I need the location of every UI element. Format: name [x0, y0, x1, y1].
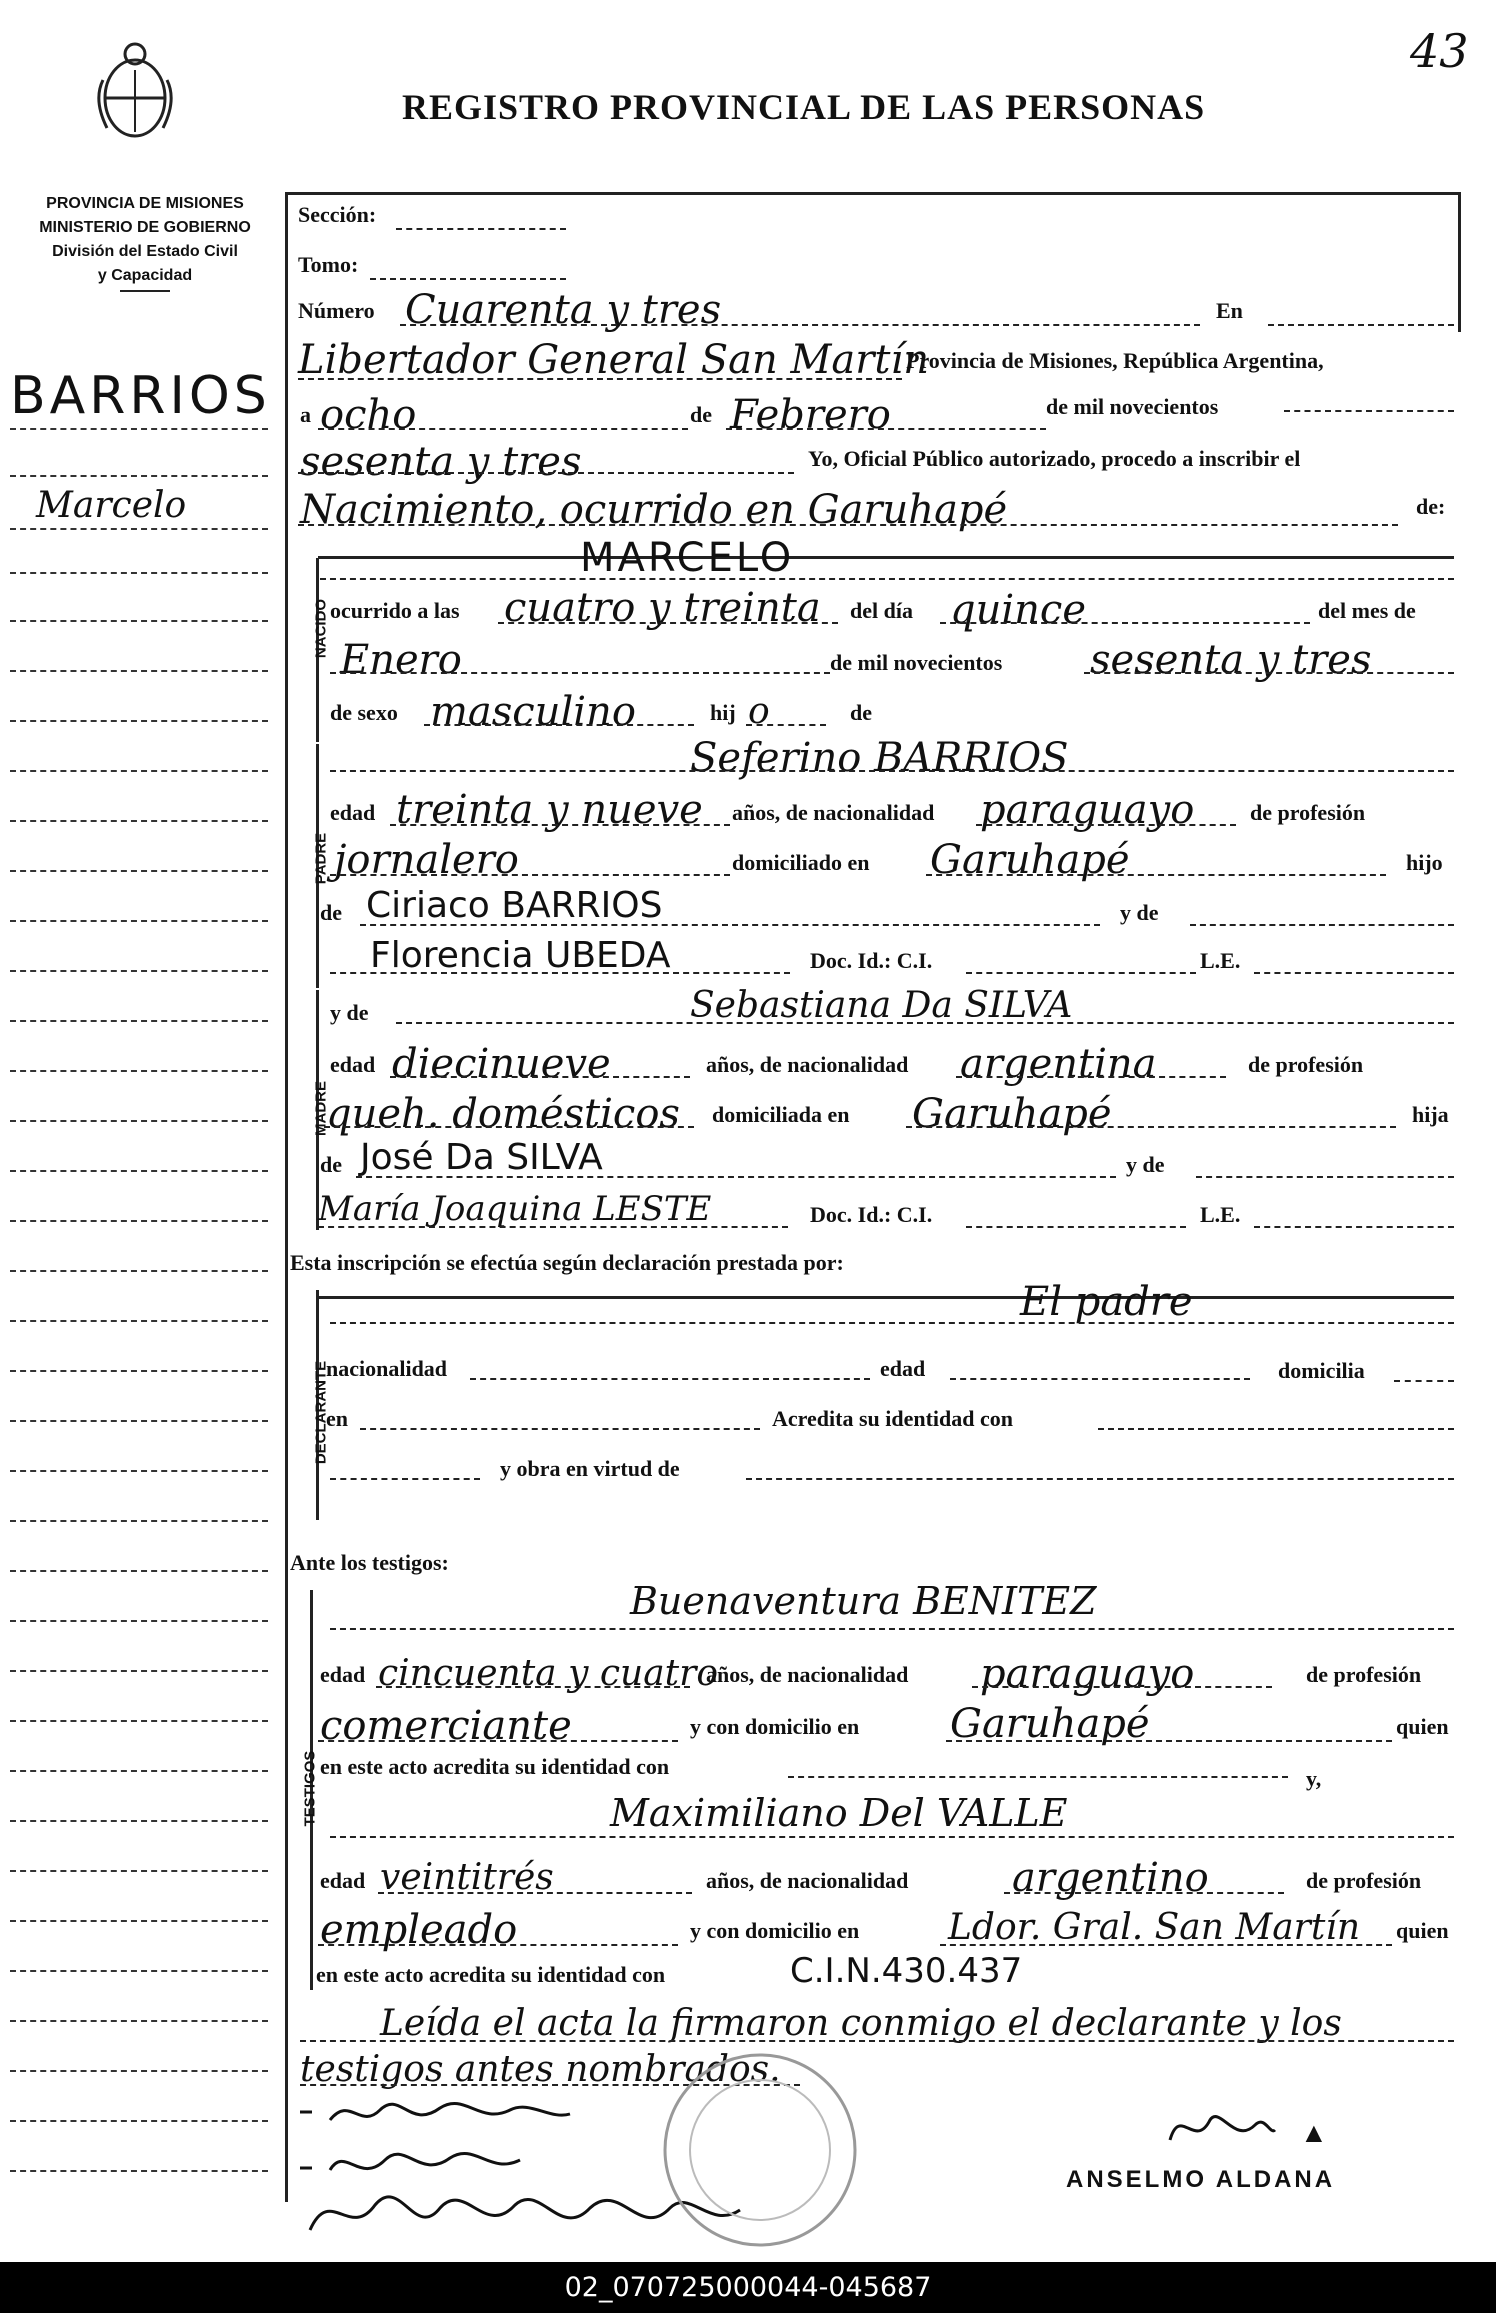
t2-dom-value: Ldor. Gral. San Martín: [948, 1907, 1361, 1948]
doc-label: Doc. Id.: C.I.: [810, 948, 933, 973]
cierre-line2: testigos antes nombrados.: [300, 2049, 781, 2090]
domiciliada-label: domiciliada en: [712, 1102, 850, 1127]
de-mil-label: de mil novecientos: [1046, 394, 1219, 419]
official-signature-icon: [1160, 2100, 1280, 2160]
madre-nombre-value: Sebastiana Da SILVA: [690, 985, 1073, 1026]
abuela-p-value: Florencia UBEDA: [370, 935, 671, 976]
madre-dom-value: Garuhapé: [912, 1091, 1112, 1137]
quien1-label: quien: [1396, 1714, 1449, 1739]
dia-value: ocho: [320, 392, 417, 438]
testigo1-value: Buenaventura BENITEZ: [630, 1579, 1097, 1623]
abuela-m-value: María Joaquina LESTE: [318, 1189, 712, 1229]
numero-value: Cuarenta y tres: [405, 287, 722, 333]
y-coma-label: y,: [1306, 1766, 1322, 1791]
padre-prof-value: jornalero: [334, 837, 519, 883]
side-padre: PADRE: [312, 832, 330, 885]
hijo2-label: hijo: [1406, 850, 1443, 875]
obra-label: y obra en virtud de: [500, 1456, 680, 1481]
t2-prof-value: empleado: [320, 1907, 518, 1953]
seccion-label: Sección:: [298, 202, 377, 227]
side-declarante: DECLARANTE: [312, 1360, 330, 1465]
domicilia-label: domicilia: [1278, 1358, 1365, 1383]
acto-value: Nacimiento, ocurrido en Garuhapé: [300, 487, 1008, 533]
mes-value: Febrero: [730, 392, 891, 438]
side-nacido: NACIDO: [312, 598, 330, 659]
ocurrido-label: ocurrido a las: [330, 598, 460, 623]
t1-nac-label: años, de nacionalidad: [706, 1662, 909, 1687]
numero-label: Número: [298, 298, 375, 323]
anio-nac-value: sesenta y tres: [1090, 637, 1372, 683]
madre-prof-label: de profesión: [1248, 1052, 1364, 1077]
declarante-edad-label: edad: [880, 1356, 926, 1381]
document-id-footer: 02_070725000044-045687: [0, 2262, 1496, 2313]
padre-edad-value: treinta y nueve: [396, 787, 703, 833]
padre-dom-value: Garuhapé: [930, 837, 1130, 883]
a-label: a: [300, 402, 311, 427]
t1-edad-label: edad: [320, 1662, 366, 1687]
padre-prof-label: de profesión: [1250, 800, 1366, 825]
office-line: PROVINCIA DE MISIONES: [46, 195, 244, 212]
t2-prof-label: de profesión: [1306, 1868, 1422, 1893]
office-line: y Capacidad: [97, 267, 193, 284]
madre-prof-value: queh. domésticos: [326, 1091, 680, 1137]
page-title: REGISTRO PROVINCIAL DE LAS PERSONAS: [402, 87, 1206, 127]
de-colon-label: de:: [1416, 494, 1446, 519]
del-dia-label: del día: [850, 598, 913, 623]
quien2-label: quien: [1396, 1918, 1449, 1943]
provincia-label: Provincia de Misiones, República Argentina,: [906, 348, 1324, 373]
en-label: En: [1216, 298, 1243, 323]
nombre-value: MARCELO: [580, 535, 795, 581]
padre-nombre-value: Seferino BARRIOS: [690, 735, 1069, 781]
madre-edad-value: diecinueve: [392, 1041, 611, 1087]
sexo-label: de sexo: [330, 700, 398, 725]
t1-prof-label: de profesión: [1306, 1662, 1422, 1687]
t2-doc-value: C.I.N.430.437: [790, 1951, 1023, 1991]
official-seal-icon: [640, 2040, 880, 2260]
t2-nac-value: argentino: [1012, 1855, 1209, 1901]
madre-nac-value: argentina: [960, 1041, 1157, 1087]
t1-dom-value: Garuhapé: [950, 1701, 1150, 1747]
doc-m-label: Doc. Id.: C.I.: [810, 1202, 933, 1227]
t2-edad-label: edad: [320, 1868, 366, 1893]
de-abuelo-label: de: [320, 900, 342, 925]
madre-edad-label: edad: [330, 1052, 376, 1077]
domiciliado-label: domiciliado en: [732, 850, 870, 875]
acredita-label: Acredita su identidad con: [772, 1406, 1014, 1431]
testigo2-value: Maximiliano Del VALLE: [610, 1791, 1068, 1835]
de2-label: de: [850, 700, 872, 725]
padre-edad-label: edad: [330, 800, 376, 825]
triangle-mark: ▲: [1300, 2118, 1328, 2149]
side-madre: MADRE: [312, 1081, 330, 1136]
office-line: MINISTERIO DE GOBIERNO: [39, 219, 251, 236]
de-mil2-label: de mil novecientos: [830, 650, 1003, 675]
declarante-nac-label: nacionalidad: [326, 1356, 448, 1381]
tomo-label: Tomo:: [298, 252, 359, 277]
del-mes-label: del mes de: [1318, 598, 1416, 623]
side-testigos: TESTIGOS: [301, 1750, 319, 1827]
de-label: de: [690, 402, 712, 427]
t1-dom-label: y con domicilio en: [690, 1714, 860, 1739]
t1-prof-value: comerciante: [320, 1703, 572, 1749]
office-block: [14, 192, 276, 292]
dia-nac-value: quince: [950, 587, 1086, 633]
anio-value: sesenta y tres: [300, 439, 582, 485]
padre-nac-value: paraguayo: [980, 787, 1195, 833]
inscripcion-label: Esta inscripción se efectúa según declaración prestada por:: [290, 1250, 844, 1275]
en2-label: en: [326, 1406, 348, 1431]
t2-nac-label: años, de nacionalidad: [706, 1868, 909, 1893]
abuelo-p-value: Ciriaco BARRIOS: [366, 885, 663, 926]
le-label: L.E.: [1200, 948, 1241, 973]
lugar-value: Libertador General San Martín: [298, 337, 930, 383]
declarante-value: El padre: [1020, 1279, 1193, 1325]
official-name: ANSELMO ALDANA: [1066, 2166, 1336, 2193]
t2-edad-value: veintitrés: [380, 1857, 554, 1898]
ante-label: Ante los testigos:: [290, 1550, 449, 1575]
t1-edad-value: cincuenta y cuatro: [378, 1653, 719, 1694]
mes-nac-value: Enero: [340, 637, 462, 683]
y-de-m-label: y de: [1126, 1152, 1165, 1177]
de-abuelo-m-label: de: [320, 1152, 342, 1177]
cierre-line1: Leída el acta la firmaron conmigo el declarante y los: [380, 2003, 1342, 2044]
sexo-value: masculino: [430, 689, 636, 735]
hij-label: hij: [710, 700, 736, 725]
acredita3-label: en este acto acredita su identidad con: [316, 1962, 666, 1987]
page-number: 43: [1410, 24, 1469, 78]
hij-suffix: o: [748, 691, 770, 732]
abuelo-m-value: José Da SILVA: [360, 1137, 603, 1178]
coat-of-arms-icon: [85, 40, 185, 140]
office-line: División del Estado Civil: [52, 243, 238, 260]
le-m-label: L.E.: [1200, 1202, 1241, 1227]
hija-label: hija: [1412, 1102, 1449, 1127]
y-de-label: y de: [1120, 900, 1159, 925]
margin-surname: BARRIOS: [10, 366, 271, 426]
padre-nac-label: años, de nacionalidad: [732, 800, 935, 825]
madre-nac-label: años, de nacionalidad: [706, 1052, 909, 1077]
hora-value: cuatro y treinta: [504, 585, 821, 631]
margin-given-name: Marcelo: [36, 485, 187, 526]
t2-dom-label: y con domicilio en: [690, 1918, 860, 1943]
t1-nac-value: paraguayo: [980, 1651, 1195, 1697]
acredita2-label: en este acto acredita su identidad con: [320, 1754, 670, 1779]
yo-label: Yo, Oficial Público autorizado, procedo a inscribir el: [808, 446, 1301, 471]
madre-y-de-label: y de: [330, 1000, 369, 1025]
